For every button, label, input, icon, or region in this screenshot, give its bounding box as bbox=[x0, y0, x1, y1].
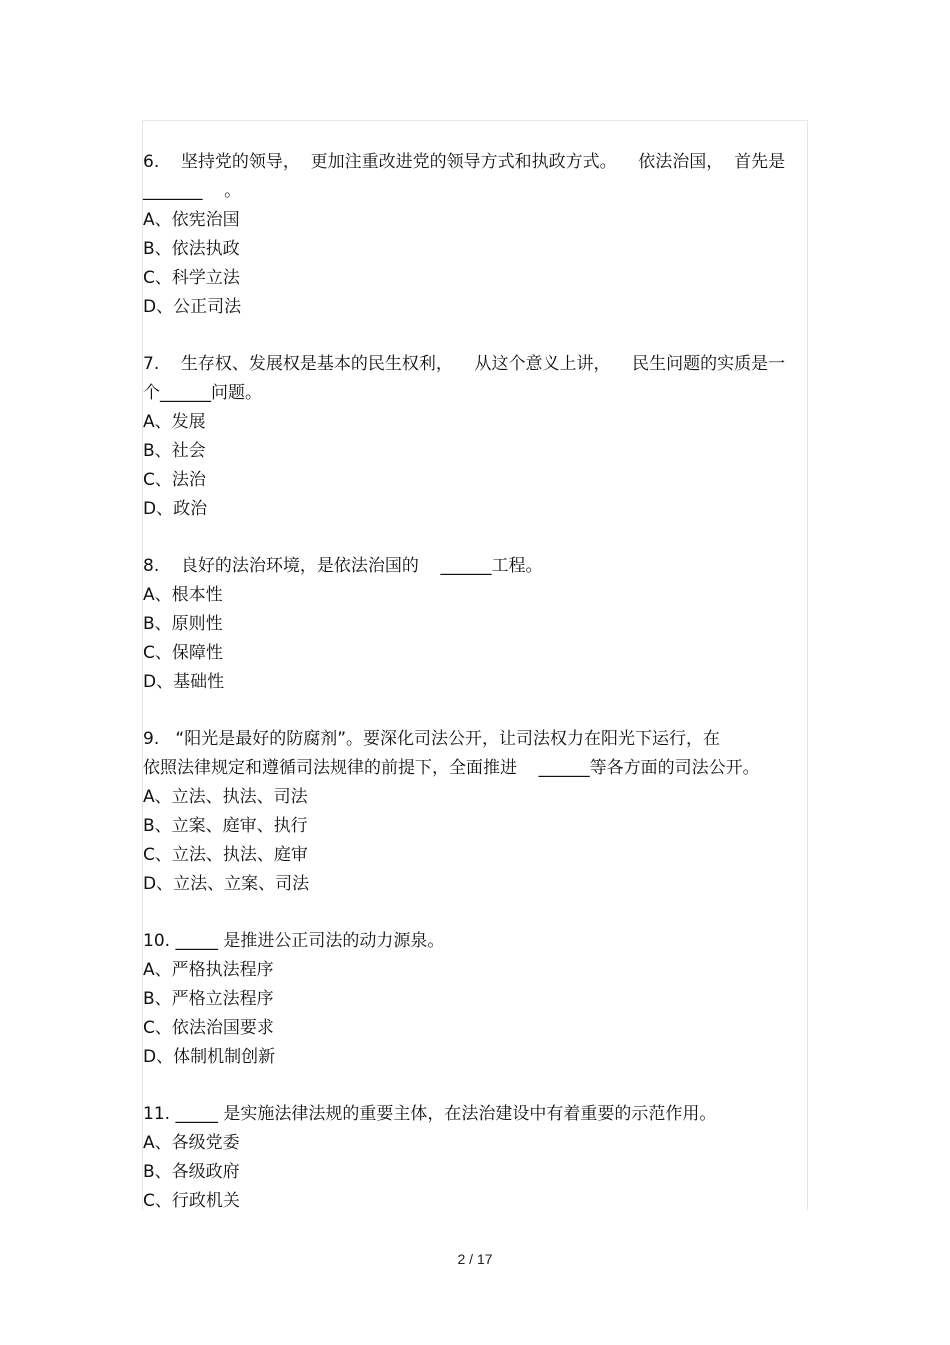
option-c: C、立法、执法、庭审 bbox=[143, 845, 308, 865]
option-c: C、行政机关 bbox=[143, 1191, 240, 1211]
option-c: C、保障性 bbox=[143, 643, 223, 663]
question-line: 9. “阳光是最好的防腐剂”。要深化司法公开，让司法权力在阳光下运行，在 bbox=[143, 729, 721, 749]
option-c: C、法治 bbox=[143, 470, 206, 490]
question-line: 7. 生存权、发展权是基本的民生权利， 从这个意义上讲， 民生问题的实质是一 bbox=[143, 354, 786, 374]
option-b: B、依法执政 bbox=[143, 239, 240, 259]
option-b: B、原则性 bbox=[143, 614, 223, 634]
question-list bbox=[143, 148, 811, 1244]
question-line: 11. _____ 是实施法律法规的重要主体，在法治建设中有着重要的示范作用。 bbox=[143, 1104, 717, 1124]
option-d: D、立法、立案、司法 bbox=[143, 874, 310, 894]
question-6 bbox=[143, 148, 811, 322]
page-number: 2 / 17 bbox=[457, 1251, 493, 1267]
question-line: 6. 坚持党的领导， 更加注重改进党的领导方式和执政方式。 依法治国， 首先是 bbox=[143, 152, 786, 172]
option-d: D、公正司法 bbox=[143, 297, 242, 317]
question-line: 个______问题。 bbox=[143, 383, 262, 403]
option-a: A、发展 bbox=[143, 412, 206, 432]
question-line: 8. 良好的法治环境，是依法治国的 ______工程。 bbox=[143, 556, 543, 576]
option-b: B、社会 bbox=[143, 441, 206, 461]
question-8 bbox=[143, 552, 811, 697]
question-9 bbox=[143, 725, 811, 899]
question-11 bbox=[143, 1100, 811, 1216]
option-a: A、根本性 bbox=[143, 585, 223, 605]
option-a: A、严格执法程序 bbox=[143, 960, 274, 980]
question-line: _______ 。 bbox=[143, 181, 242, 201]
question-line: 10. _____ 是推进公正司法的动力源泉。 bbox=[143, 931, 445, 951]
option-b: B、各级政府 bbox=[143, 1162, 240, 1182]
option-a: A、依宪治国 bbox=[143, 210, 240, 230]
option-b: B、严格立法程序 bbox=[143, 989, 274, 1009]
question-7 bbox=[143, 350, 811, 524]
option-d: D、基础性 bbox=[143, 672, 225, 692]
option-d: D、体制机制创新 bbox=[143, 1047, 276, 1067]
question-10 bbox=[143, 927, 811, 1072]
option-c: C、科学立法 bbox=[143, 268, 240, 288]
option-c: C、依法治国要求 bbox=[143, 1018, 274, 1038]
option-d: D、政治 bbox=[143, 499, 208, 519]
option-b: B、立案、庭审、执行 bbox=[143, 816, 308, 836]
question-line: 依照法律规定和遵循司法规律的前提下，全面推进 ______等各方面的司法公开。 bbox=[143, 758, 760, 778]
option-a: A、立法、执法、司法 bbox=[143, 787, 308, 807]
option-a: A、各级党委 bbox=[143, 1133, 240, 1153]
